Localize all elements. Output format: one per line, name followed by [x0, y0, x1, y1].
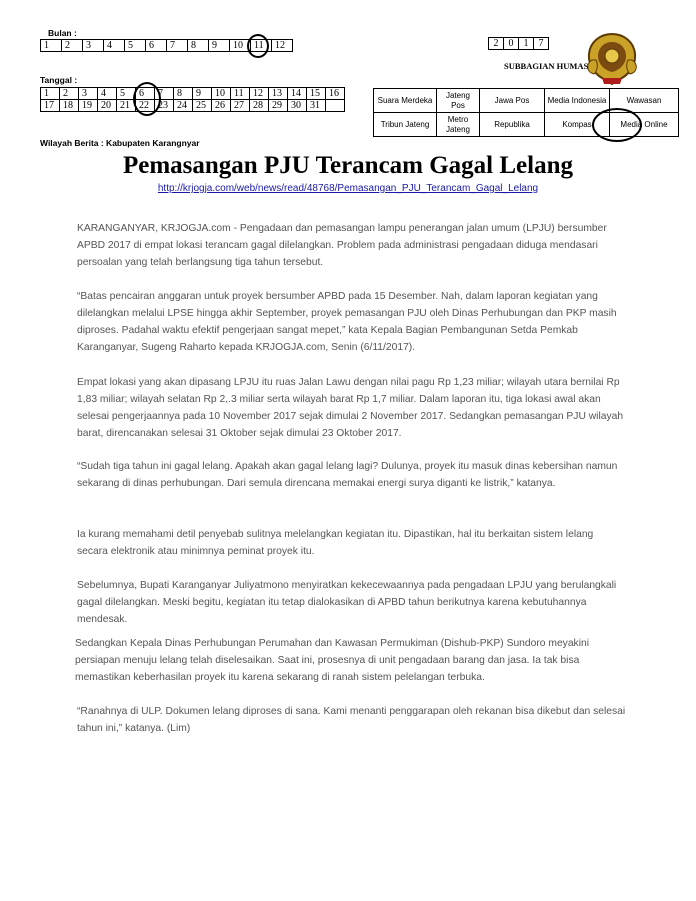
day-cell: 27 [231, 100, 250, 112]
media-cell: Suara Merdeka [374, 89, 437, 113]
year-digit: 1 [519, 38, 534, 50]
day-cell: 25 [193, 100, 212, 112]
day-cell: 16 [326, 88, 345, 100]
media-cell: Jawa Pos [480, 89, 545, 113]
day-cell: 22 [136, 100, 155, 112]
day-cell: 26 [212, 100, 231, 112]
day-cell: 30 [288, 100, 307, 112]
month-cell: 12 [272, 40, 293, 52]
day-cell: 5 [117, 88, 136, 100]
bulan-label: Bulan : [48, 28, 77, 38]
month-cell: 3 [83, 40, 104, 52]
article-paragraph: Sedangkan Kepala Dinas Perhubungan Perumahan dan Kawasan Permukiman (Dishub-PKP) Sundoro meyakini persiapan menuju lelang telah diselesaikan. Saat ini, prosesnya di unit pengadaan barang dan jasa. Ia tak bisa memastikan keberhasilan proyek itu karena sekarang di ranah sistem pelelangan terbuka. [75, 638, 590, 683]
media-cell: Tribun Jateng [374, 113, 437, 137]
month-cell: 9 [209, 40, 230, 52]
year-digit: 2 [489, 38, 504, 50]
media-cell: Media Indonesia [545, 89, 610, 113]
media-cell: Republika [480, 113, 545, 137]
article-paragraph: “Ranahnya di ULP. Dokumen lelang diproses di sana. Kami menanti penggarapan oleh rekanan bisa dikebut dan selesai tahun ini,” katanya. (Lim) [77, 706, 626, 734]
year-digit: 0 [504, 38, 519, 50]
tanggal-label: Tanggal : [40, 75, 78, 85]
day-cell: 19 [79, 100, 98, 112]
month-cell: 6 [146, 40, 167, 52]
day-cell: 6 [136, 88, 155, 100]
article-title: Pemasangan PJU Terancam Gagal Lelang [122, 152, 573, 179]
year-boxes [488, 37, 549, 50]
day-cell: 12 [250, 88, 269, 100]
article-url-link[interactable]: http://krjogja.com/web/news/read/48768/Pemasangan_PJU_Terancam_Gagal_Lelang [157, 183, 539, 194]
month-cell: 4 [104, 40, 125, 52]
article-paragraph: Sebelumnya, Bupati Karanganyar Juliyatmono menyiratkan kekecewaannya pada pengadaan LPJU yang berulangkali gagal dilelangkan. Meski begitu, kegiatan itu tetap dialokasikan di APBD tahun berikutnya karena kebutuhannya mendesak. [77, 580, 617, 625]
media-cell: Kompas [545, 113, 610, 137]
month-cell: 8 [188, 40, 209, 52]
media-cell: Media Online [610, 113, 679, 137]
month-cell: 11 [251, 40, 272, 52]
month-cell: 5 [125, 40, 146, 52]
day-cell: 2 [60, 88, 79, 100]
day-cell: 13 [269, 88, 288, 100]
day-cell: 18 [60, 100, 79, 112]
day-cell: 29 [269, 100, 288, 112]
month-selected-circle [247, 34, 269, 58]
day-cell: 4 [98, 88, 117, 100]
media-cell: Metro Jateng [437, 113, 480, 137]
article-paragraph: “Batas pencairan anggaran untuk proyek bersumber APBD pada 15 Desember. Nah, dalam laporan kegiatan yang dilelangkan melalui LPSE hingga akhir September, proyek pemasangan PJU oleh Dinas Perhubungan dan PKP masih diproses. Padahal waktu efektif pengerjaan sangat mepet,” kata Kepala Bagian Pembangunan Setda Pemkab Karanganyar, Sugeng Raharto kepada KRJOGJA.com, Senin (6/11/2017). [77, 291, 617, 353]
media-selected-circle [592, 108, 642, 142]
article-paragraph: “Sudah tiga tahun ini gagal lelang. Apakah akan gagal lelang lagi? Dulunya, proyek itu masuk dinas kebersihan namun sekarang di dinas perhubungan. Dari semula direncana memakai energi surya diganti ke listrik,” katanya. [77, 461, 618, 489]
article-paragraph: Empat lokasi yang akan dipasang LPJU itu ruas Jalan Lawu dengan nilai pagu Rp 1,23 miliar; wilayah utara bernilai Rp 1,83 miliar; wilayah selatan Rp 2,.3 miliar serta wilayah barat Rp 1,7 miliar. Dalam laporan itu, tiga lokasi awal akan selesai pengerjaannya pada 10 November 2017 sejak dimulai 2 November 2017. Sedangkan pemasangan PJU wilayah barat, direncanakan selesai 31 Oktober sejak dimulai 23 Oktober 2017. [77, 377, 624, 439]
day-cell: 9 [193, 88, 212, 100]
subbagian-humas-label: SUBBAGIAN HUMAS [504, 61, 589, 71]
regency-emblem-logo [584, 30, 640, 88]
day-cell: 8 [174, 88, 193, 100]
day-cell: 10 [212, 88, 231, 100]
day-cell: 7 [155, 88, 174, 100]
day-cell: 23 [155, 100, 174, 112]
month-cell: 10 [230, 40, 251, 52]
day-cell: 11 [231, 88, 250, 100]
day-cell: 3 [79, 88, 98, 100]
day-cell: 31 [307, 100, 326, 112]
day-cell: 20 [98, 100, 117, 112]
month-cell: 1 [41, 40, 62, 52]
day-cell: 14 [288, 88, 307, 100]
day-cell [326, 100, 345, 112]
day-selected-circle [133, 82, 161, 116]
year-digit: 7 [534, 38, 549, 50]
article-paragraph: Ia kurang memahami detil penyebab sulitnya melelangkan kegiatan itu. Dipastikan, hal itu berkaitan sistem lelang secara elektronik atau minimnya peminat proyek itu. [77, 529, 594, 557]
wilayah-berita: Wilayah Berita : Kabupaten Karangnyar [40, 138, 200, 148]
article-paragraph: KARANGANYAR, KRJOGJA.com - Pengadaan dan pemasangan lampu penerangan jalan umum (LPJU) bersumber APBD 2017 di empat lokasi terancam gagal dilelangkan. Problem pada administrasi pengadaan diduga mendasari persoalan yang telah berlangsung tiga tahun tersebut. [77, 223, 607, 268]
day-cell: 15 [307, 88, 326, 100]
media-cell: Wawasan [610, 89, 679, 113]
day-cell: 17 [41, 100, 60, 112]
day-grid [40, 87, 345, 112]
day-cell: 21 [117, 100, 136, 112]
media-cell: Jateng Pos [437, 89, 480, 113]
day-cell: 28 [250, 100, 269, 112]
month-cell: 7 [167, 40, 188, 52]
day-cell: 24 [174, 100, 193, 112]
day-cell: 1 [41, 88, 60, 100]
month-cell: 2 [62, 40, 83, 52]
